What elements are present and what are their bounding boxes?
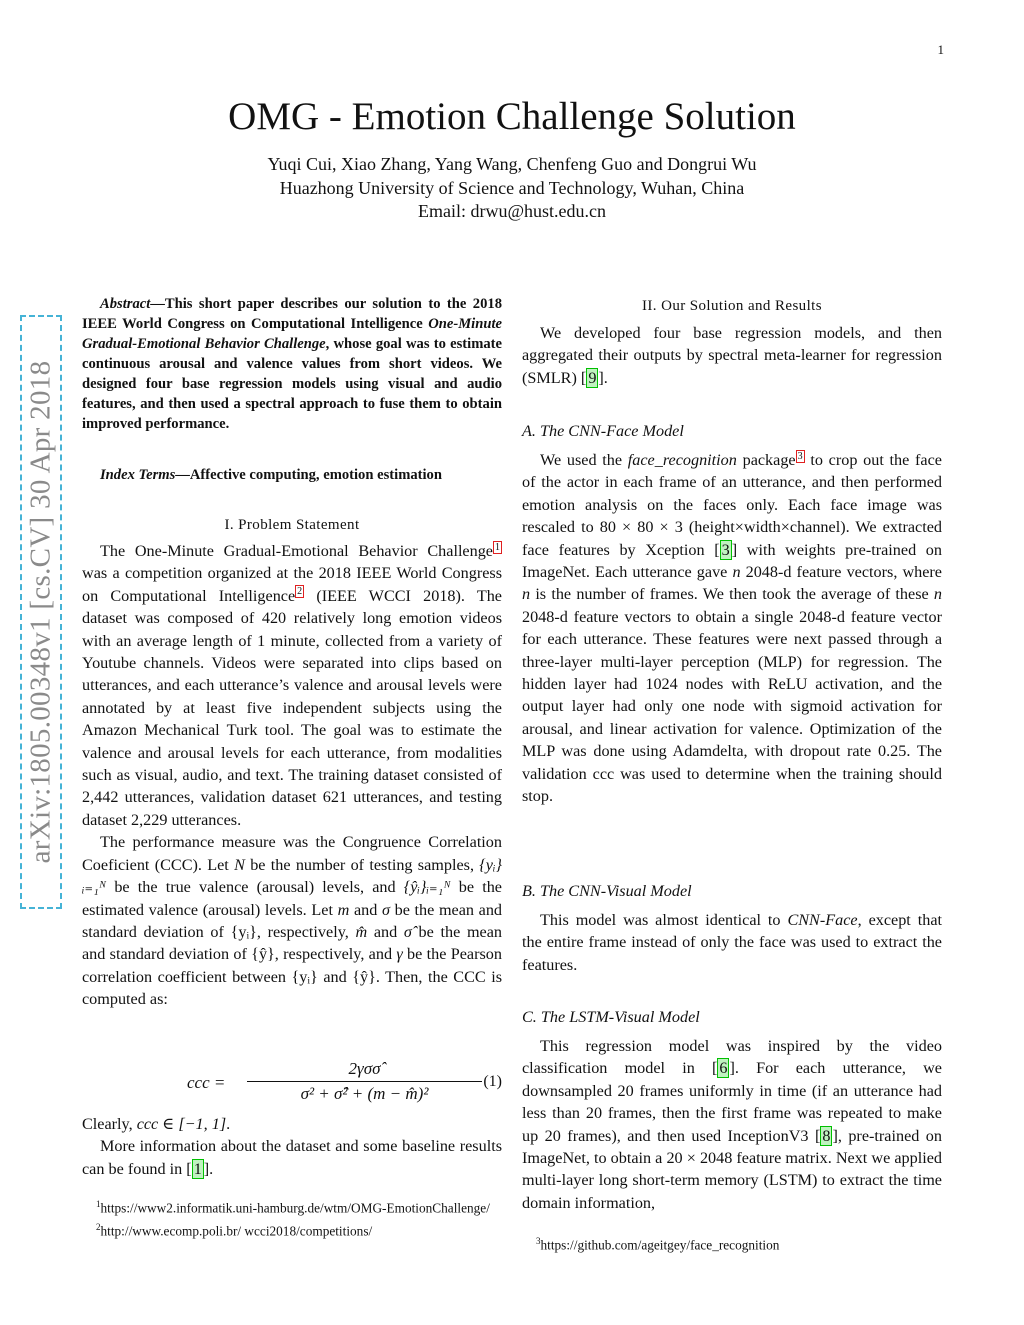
text: , except that the entire frame instead of only the face was used to extract the features. bbox=[522, 911, 943, 974]
challenge-name: One-Minute Gradual-Emotional Behavior Challenge bbox=[82, 316, 502, 352]
model-name: CNN-Face bbox=[787, 911, 858, 929]
subsection-a-title: A. The CNN-Face Model bbox=[522, 422, 684, 440]
email: Email: drwu@hust.edu.cn bbox=[417, 201, 607, 221]
text: More information about the dataset and some baseline results can be found in [ bbox=[82, 1137, 502, 1178]
citation-link-6[interactable]: 6 bbox=[719, 1059, 728, 1078]
text: be the true valence (arousal) levels, and bbox=[106, 878, 404, 897]
footnote-url[interactable]: http://www.ecomp.poli.br/ wcci2018/competitions/ bbox=[100, 1223, 373, 1239]
text: . bbox=[226, 1115, 231, 1133]
citation-link-3[interactable]: 3 bbox=[721, 540, 730, 559]
index-terms-label: Index Terms bbox=[100, 467, 176, 483]
text: and bbox=[367, 922, 404, 941]
text: to crop out the face of the actor in each frame of an utterance, and then performed emotion analysis on the faces only. Each face image was rescaled to 80 × 80 × 3 (height×width×channel). We extracted face features by Xception [ bbox=[522, 451, 942, 559]
text: is the number of frames. We then took the average of these bbox=[530, 585, 934, 604]
text: 2048-d feature vectors, where bbox=[740, 563, 942, 582]
text: The One-Minute Gradual-Emotional Behavior Challenge bbox=[100, 542, 493, 560]
text: ]. bbox=[203, 1159, 214, 1178]
arxiv-stamp bbox=[20, 315, 62, 909]
equation-denominator: σ² + σ̂² + (m − m̂)² bbox=[300, 1084, 429, 1103]
math: n bbox=[933, 585, 942, 604]
footnote-link-3[interactable]: 3 bbox=[797, 450, 803, 462]
citation-link-1[interactable]: 1 bbox=[193, 1159, 202, 1178]
paragraph bbox=[82, 540, 502, 831]
text: and bbox=[349, 900, 382, 919]
math: σ̂ bbox=[403, 922, 412, 941]
text: We used the bbox=[540, 451, 628, 469]
footnote-3 bbox=[522, 1233, 942, 1254]
text: (IEEE WCCI 2018). The dataset was composed of 420 relatively long emotion videos with an average length of 1 minute, collected from a variety of Youtube channels. Videos were separated into clips based on utterances, and each utterance’s valence and arousal levels were annotated by at least five independent subjects using the Amazon Mechanical Turk tool. The goal was to estimate the valence and arousal levels for each utterance, from modalities such as visual, audio, and text. The training dataset consisted of 2,442 utterances, validation dataset 621 utterances, and testing dataset 2,229 utterances. bbox=[82, 586, 502, 829]
text: be the mean and standard deviation of {yᵢ}, respectively, bbox=[82, 900, 503, 941]
text: Clearly, bbox=[82, 1115, 137, 1133]
footnote-mark: 2 bbox=[96, 1221, 101, 1232]
index-terms bbox=[82, 465, 502, 485]
citation-link-8[interactable]: 8 bbox=[822, 1126, 831, 1145]
paragraph bbox=[82, 1113, 502, 1135]
subsection-c-body bbox=[522, 1035, 942, 1214]
package-name: face_recognition bbox=[627, 451, 737, 469]
abstract-text: —This short paper describes our solution to the 2018 IEEE World Congress on Computational Intelligence bbox=[82, 296, 502, 332]
text: was a competition organized at the 2018 IEEE World Congress on Computational Intelligence bbox=[82, 564, 502, 605]
text: ]. For each utterance, we downsampled 20 frames uniformly in time (if an utterance had less than 20 frames, then the first frame was repeated to make up 20 frames), and then used InceptionV3 [ bbox=[522, 1059, 942, 1145]
footnote-1 bbox=[82, 1196, 502, 1217]
footnote-mark: 3 bbox=[536, 1236, 541, 1246]
fraction-bar bbox=[247, 1081, 482, 1082]
subsection-c-title: C. The LSTM-Visual Model bbox=[522, 1008, 700, 1026]
equation-number: (1) bbox=[483, 1073, 502, 1090]
paragraph bbox=[82, 1135, 502, 1180]
math: γ bbox=[396, 945, 403, 964]
subsection-b-title: B. The CNN-Visual Model bbox=[522, 882, 692, 900]
section-1-heading: I. Problem Statement bbox=[224, 517, 360, 533]
text: be the mean and standard deviation of {ŷ}, respectively, and bbox=[82, 922, 503, 964]
equation-lhs: ccc = bbox=[187, 1073, 226, 1092]
subsection-b-body bbox=[522, 909, 942, 976]
footnote-2 bbox=[82, 1219, 502, 1240]
footnotes-left bbox=[82, 1196, 502, 1240]
text: be the Pearson correlation coefficient between {yᵢ} and {ŷ}. Then, the CCC is computed as: bbox=[82, 945, 502, 1009]
equation-numerator: 2γσσ̂ bbox=[348, 1059, 381, 1078]
authors: Yuqi Cui, Xiao Zhang, Yang Wang, Chenfeng Guo and Dongrui Wu bbox=[267, 154, 757, 174]
text: ]. bbox=[598, 368, 608, 387]
text: This regression model was inspired by the video classification model in [ bbox=[522, 1037, 942, 1078]
page-number: 1 bbox=[937, 42, 944, 57]
math: {yᵢ}ᵢ₌₁ᴺ bbox=[82, 855, 502, 897]
abstract-text-cont: , whose goal was to estimate continuous arousal and valence values from short videos. We designed four base regression models using visual and audio features, and then used a spectral approach to fuse them to obtain improved performance. bbox=[82, 336, 503, 432]
math: {ŷᵢ}ᵢ₌₁ᴺ bbox=[403, 878, 451, 897]
affiliation: Huazhong University of Science and Technology, Wuhan, China bbox=[279, 177, 745, 198]
author-block bbox=[0, 153, 1024, 224]
text: The performance measure was the Congruence Correlation Coeficient (CCC). Let bbox=[82, 833, 502, 874]
math: ccc ∈ [−1, 1] bbox=[136, 1115, 227, 1133]
footnote-link-1[interactable]: 1 bbox=[495, 541, 500, 553]
abstract bbox=[82, 294, 502, 434]
section-2-heading: II. Our Solution and Results bbox=[642, 298, 822, 314]
arxiv-stamp-text: arXiv:1805.00348v1 [cs.CV] 30 Apr 2018 bbox=[24, 360, 57, 864]
text: This model was almost identical to bbox=[540, 911, 788, 929]
text: ], pre-trained on ImageNet, to obtain a 20 × 2048 feature matrix. Next we applied multi-layer long short-term memory (LSTM) to extract the time domain information, bbox=[522, 1126, 942, 1212]
text: We developed four base regression models, and then aggregated their outputs by spectral meta-learner for regression (SMLR) [ bbox=[522, 324, 942, 387]
text: package bbox=[736, 451, 796, 469]
footnote-url[interactable]: https://www2.informatik.uni-hamburg.de/wtm/OMG-EmotionChallenge/ bbox=[100, 1200, 490, 1216]
math: m bbox=[337, 900, 350, 919]
subsection-a-body bbox=[522, 449, 942, 808]
math: N bbox=[234, 855, 245, 874]
text: 2048-d feature vectors to obtain a single 2048-d feature vector for each utterance. These features were next passed through a three-layer multi-layer perception (MLP) for regression. The hidden layer had 1024 nodes with ReLU activation, and the output layer had only one node with sigmoid activation for arousal, and linear activation for valence. Optimization of the MLP was done using Adamdelta, with dropout rate 0.25. The validation ccc was used to determine when the training should stop. bbox=[522, 607, 942, 806]
footnotes-right bbox=[522, 1233, 942, 1254]
text: ] with weights pre-trained on ImageNet. Each utterance gave bbox=[522, 540, 942, 582]
math: n bbox=[522, 585, 531, 604]
section-1-body bbox=[82, 540, 502, 1011]
text: be the estimated valence (arousal) levels. Let bbox=[82, 878, 502, 919]
index-terms-text: —Affective computing, emotion estimation bbox=[175, 467, 442, 483]
section-1-tail bbox=[82, 1113, 502, 1180]
math: m̂ bbox=[355, 922, 368, 941]
paragraph bbox=[82, 831, 502, 1010]
footnote-url[interactable]: https://github.com/ageitgey/face_recognition bbox=[540, 1237, 780, 1253]
text: be the number of testing samples, bbox=[244, 855, 480, 874]
math: n bbox=[732, 563, 741, 582]
section-2-intro bbox=[522, 322, 942, 389]
paper-title: OMG - Emotion Challenge Solution bbox=[228, 95, 796, 138]
footnote-mark: 1 bbox=[96, 1199, 101, 1209]
equation-fraction bbox=[247, 1059, 482, 1104]
citation-link-9[interactable]: 9 bbox=[588, 368, 597, 387]
abstract-label: Abstract bbox=[100, 296, 151, 312]
equation-1 bbox=[82, 1059, 502, 1109]
math: σ bbox=[381, 900, 390, 919]
footnote-link-2[interactable]: 2 bbox=[297, 586, 303, 598]
